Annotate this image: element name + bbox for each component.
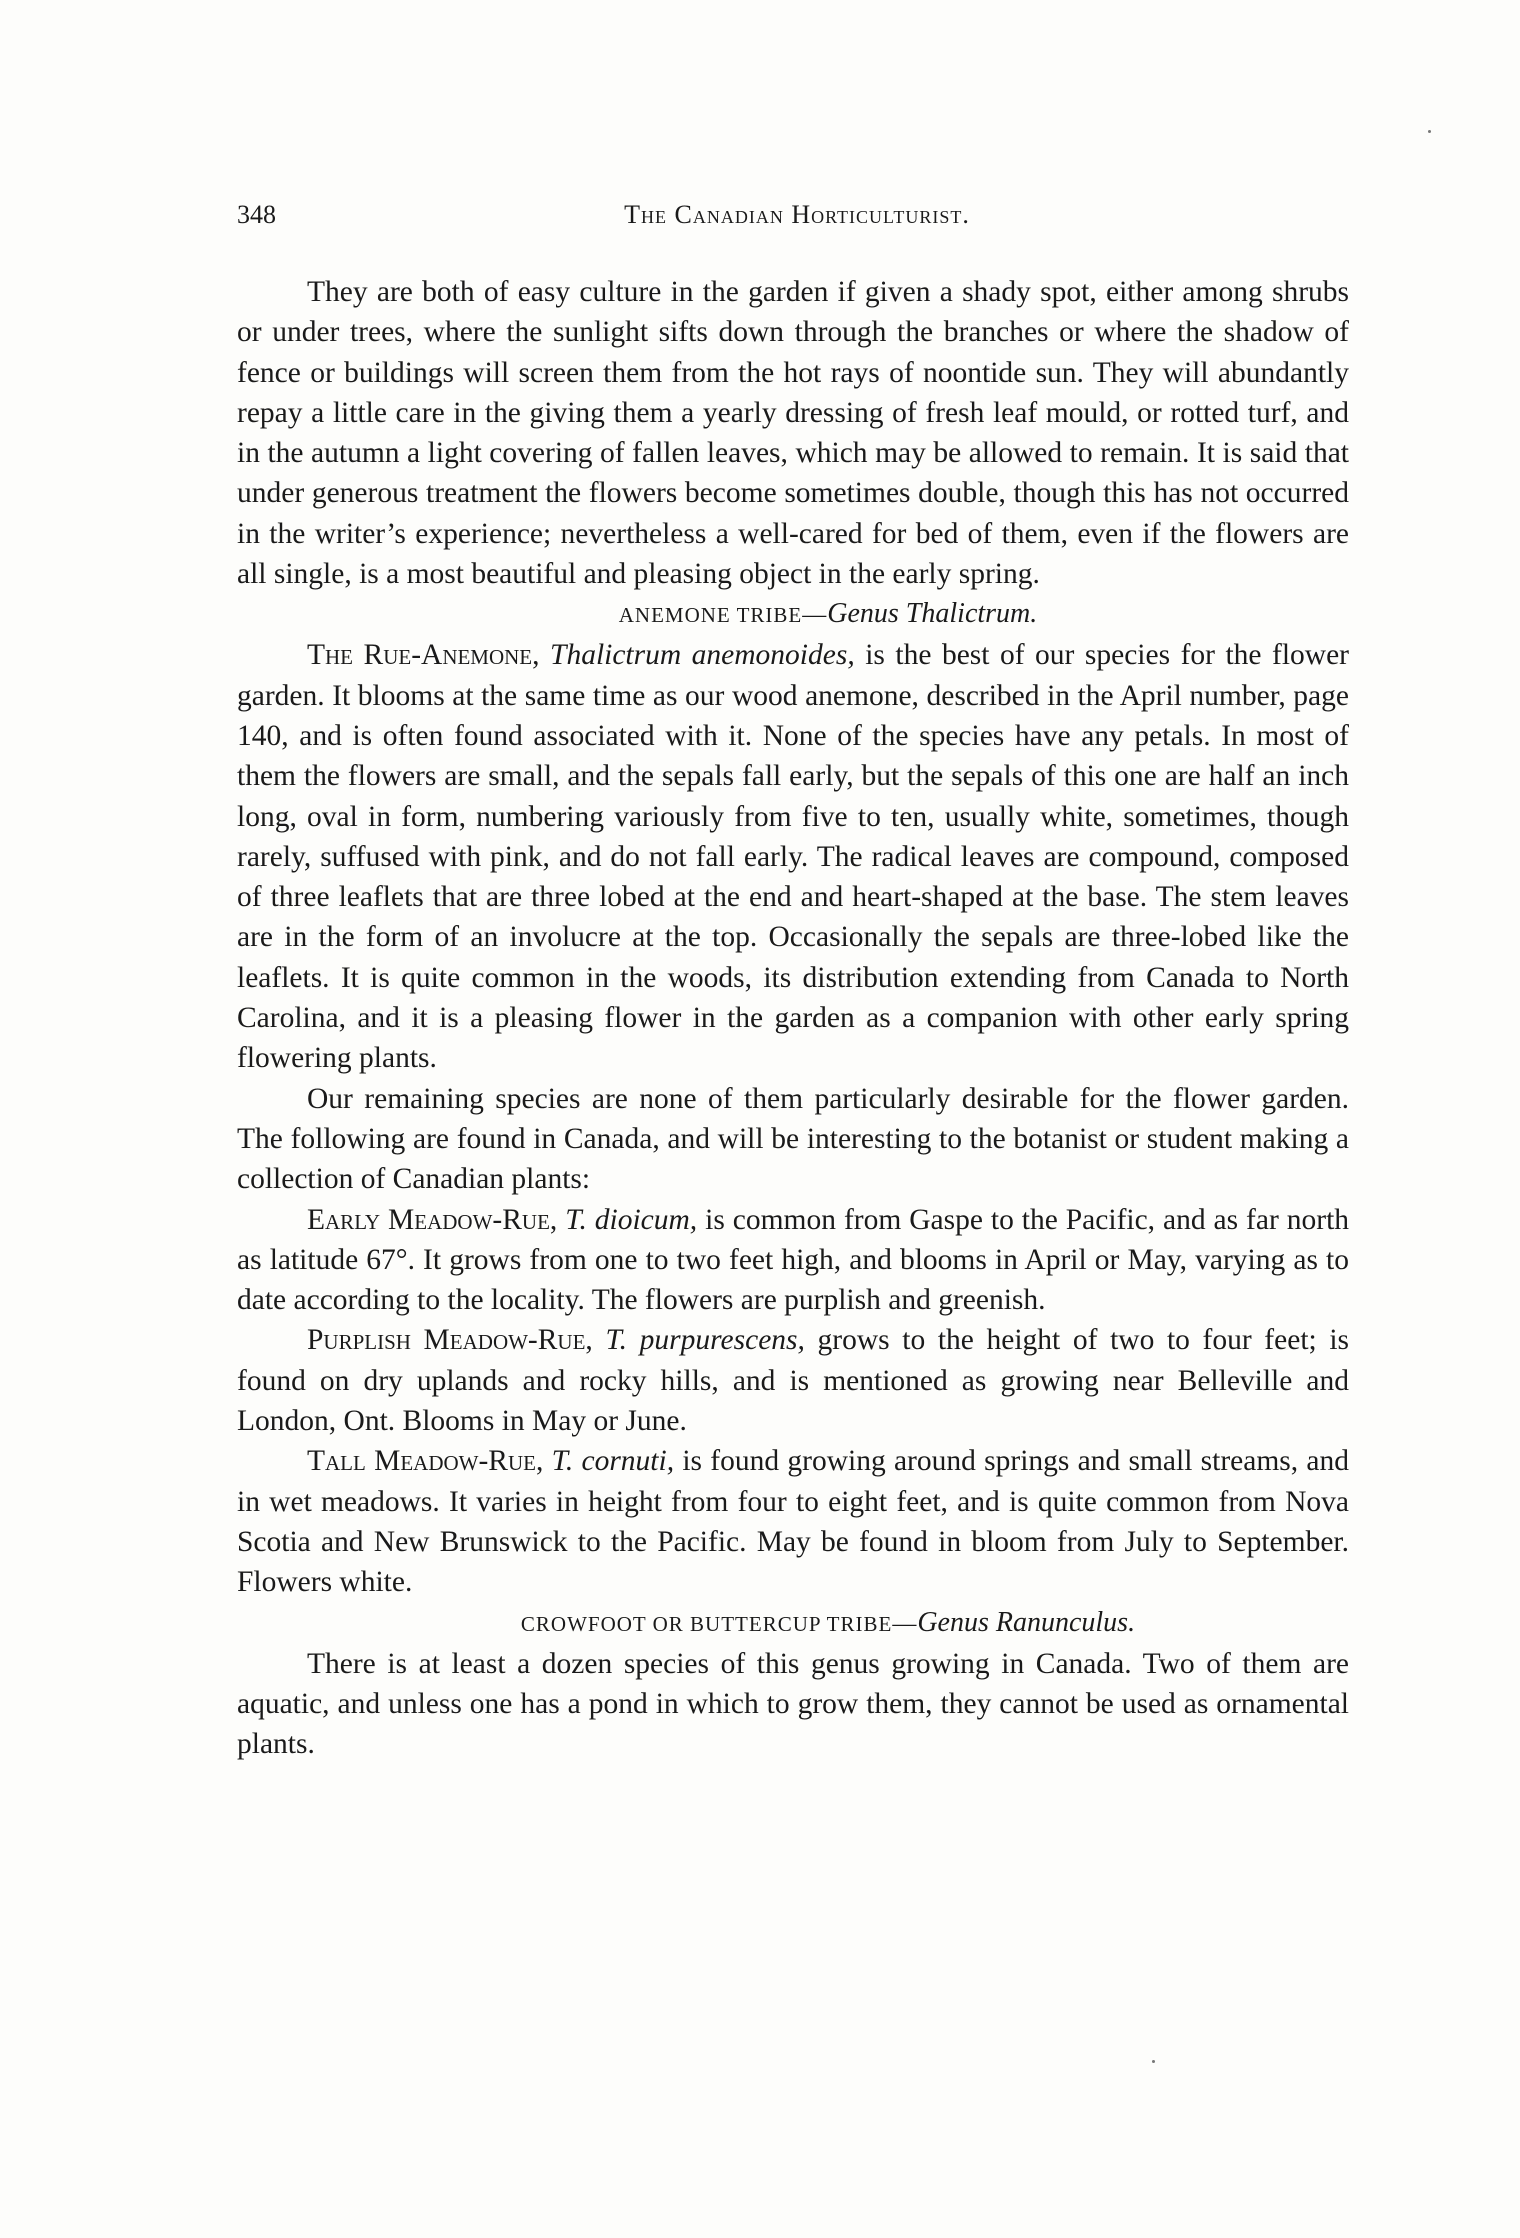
- heading-tribe-label: ANEMONE TRIBE: [618, 603, 803, 628]
- scan-speck: [1428, 130, 1431, 133]
- species-description: is the best of our species for the flower garden. It blooms at the same time as our wood anemone, described in the April number, page 140, and is often found associated with it. None of the species have any petals. In most of them the flowers are small, and the sepals fall early, but the sepals of this one are half an inch long, oval in form, numbering variously from five to ten, usually white, sometimes, though rarely, suffused with pink, and do not fall early. The radical leaves are compound, composed of three leaflets that are three lobed at the end and heart-shaped at the base. The stem leaves are in the form of an involucre at the top. Occasionally the sepals are three-lobed like the leaflets. It is quite common in the woods, its distribution extending from Canada to North Carolina, and it is a pleasing flower in the garden as a companion with other early spring flowering plants.: [237, 639, 1350, 1075]
- species-name: Purplish Meadow-Rue,: [307, 1324, 593, 1357]
- species-latin: T. dioicum,: [565, 1203, 698, 1236]
- species-description: grows to the height of two to four feet; is found on dry uplands and rocky hills, and is mentioned as growing near Belleville and London, Ont. Blooms in May or June.: [237, 1324, 1350, 1438]
- scan-speck: [1152, 2060, 1155, 2063]
- species-description: is common from Gaspe to the Pacific, and as far north as latitude 67°. It grows from one to two feet high, and blooms in April or May, varying as to date according to the locality. The flowers are purplish and greenish.: [237, 1203, 1350, 1317]
- species-name: Tall Meadow-Rue,: [307, 1445, 544, 1478]
- paragraph-tall-meadow-rue: [237, 1441, 1349, 1602]
- running-title: The Canadian Horticulturist.: [624, 200, 970, 229]
- heading-dash: —: [892, 1610, 918, 1637]
- heading-genus: Genus Thalictrum.: [827, 598, 1038, 630]
- paragraph-rue-anemone: [237, 635, 1349, 1078]
- paragraph-early-meadow-rue: [237, 1200, 1349, 1321]
- paragraph-ranunculus: There is at least a dozen species of this genus growing in Canada. Two of them are aquatic, and unless one has a pond in which to grow them, they cannot be used as ornamental plants.: [237, 1647, 1349, 1761]
- heading-dash: —: [802, 602, 828, 629]
- paragraph-culture: They are both of easy culture in the garden if given a shady spot, either among shrubs or under trees, where the sunlight sifts down through the branches or where the shadow of fence or buildings will screen them from the hot rays of noontide sun. They will abundantly repay a little care in the giving them a yearly dressing of fresh leaf mould, or rotted turf, and in the autumn a light covering of fallen leaves, which may be allowed to remain. It is said that under generous treatment the flowers become sometimes double, though this has not occurred in the writer’s experience; nevertheless a well-cared for bed of them, even if the flowers are all single, is a most beautiful and pleasing object in the early spring.: [237, 276, 1349, 591]
- heading-genus: Genus Ranunculus.: [917, 1606, 1136, 1638]
- species-latin: T. purpurescens,: [605, 1324, 805, 1357]
- species-latin: T. cornuti,: [551, 1445, 675, 1478]
- species-latin: Thalictrum anemonoides,: [550, 639, 855, 672]
- paragraph-remaining-species: Our remaining species are none of them particularly desirable for the flower garden. The following are found in Canada, and will be interesting to the botanist or student making a collection of Canadian plants:: [237, 1082, 1349, 1196]
- heading-tribe-label: CROWFOOT OR BUTTERCUP TRIBE: [520, 1611, 893, 1636]
- species-description: is found growing around springs and small streams, and in wet meadows. It varies in height from four to eight feet, and is quite common from Nova Scotia and New Brunswick to the Pacific. May be found in bloom from July to September. Flowers white.: [237, 1445, 1350, 1599]
- page-number: 348: [237, 200, 276, 229]
- species-name: The Rue-Anemone,: [307, 639, 540, 672]
- section-heading-anemone-tribe: [237, 594, 1349, 635]
- page-header: [237, 200, 1357, 244]
- species-name: Early Meadow-Rue,: [307, 1203, 558, 1236]
- article-body: [237, 272, 1349, 1764]
- paragraph-purplish-meadow-rue: [237, 1320, 1349, 1441]
- section-heading-buttercup-tribe: [237, 1603, 1349, 1644]
